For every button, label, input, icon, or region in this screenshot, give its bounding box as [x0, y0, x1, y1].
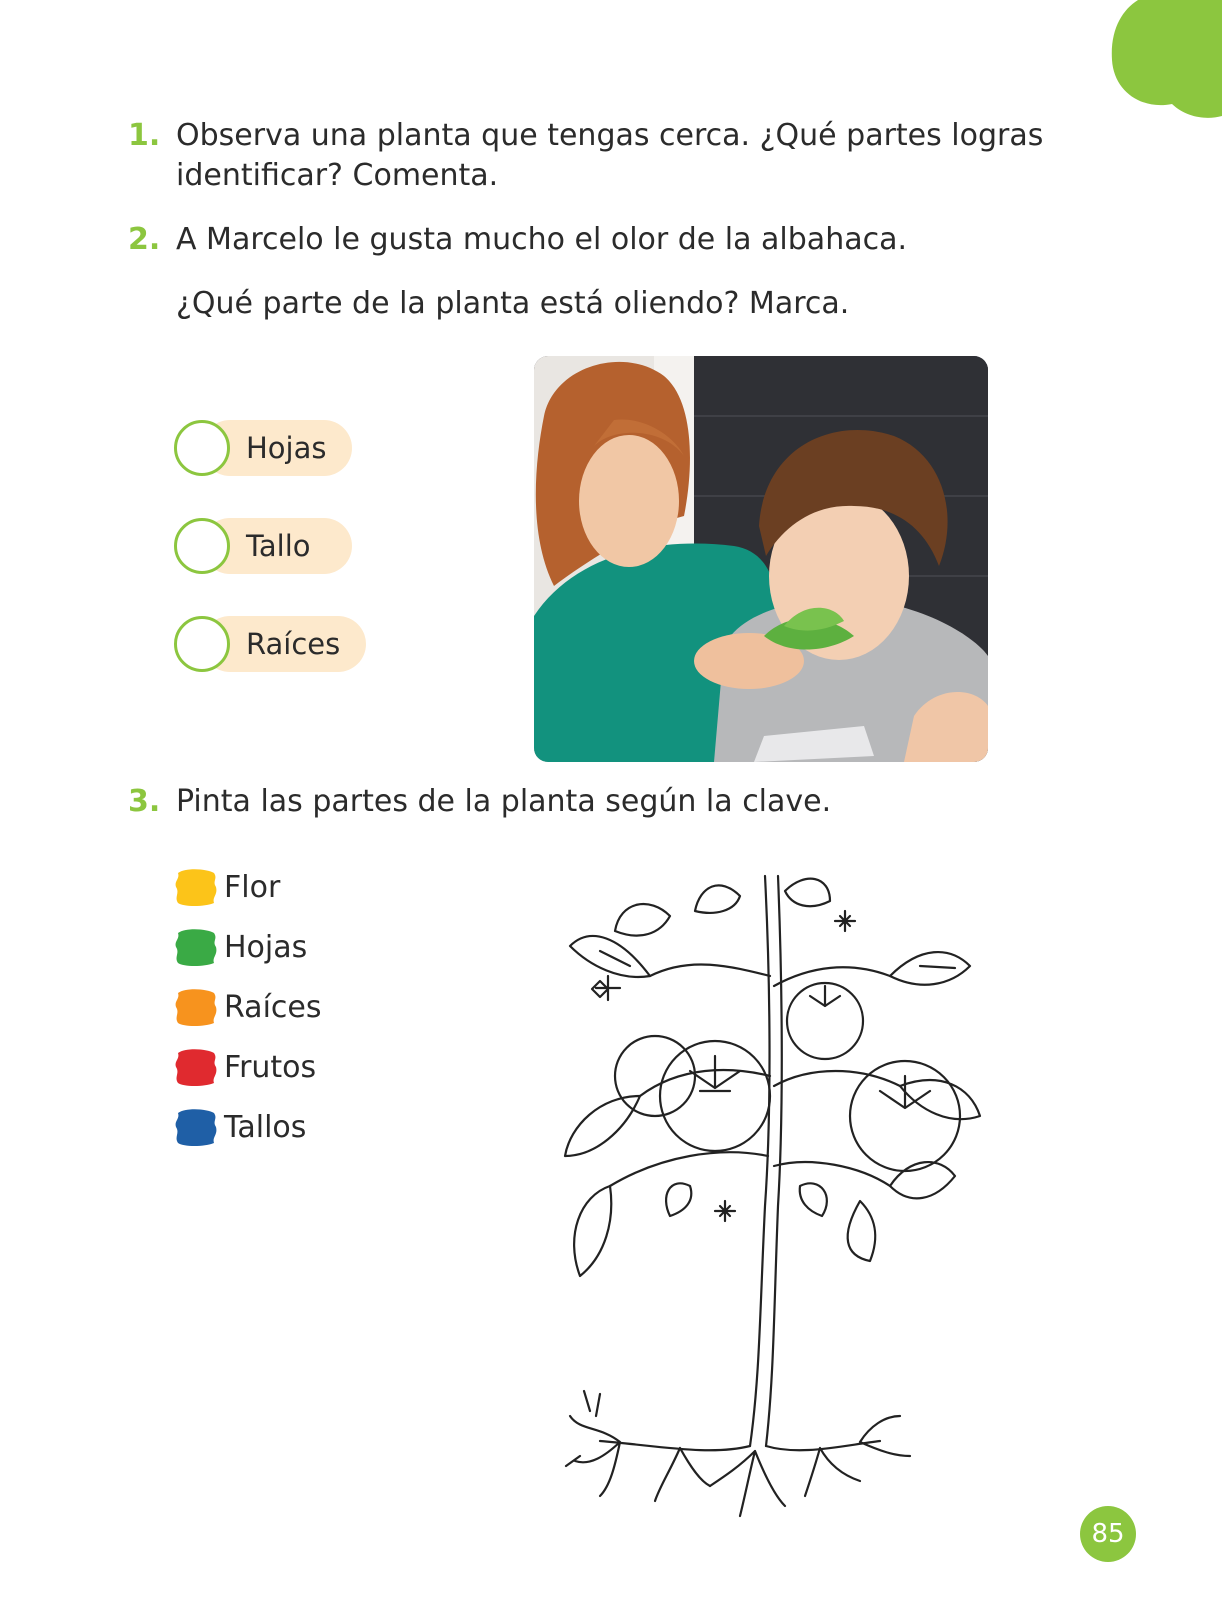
option-label: Raíces: [246, 627, 341, 661]
question-text: Pinta las partes de la planta según la clave.: [176, 784, 832, 819]
question-number: 1.: [128, 118, 161, 153]
key-item-raices: [174, 982, 322, 1032]
paint-swatch-icon: [174, 927, 218, 967]
key-item-frutos: [174, 1042, 316, 1092]
option-raices[interactable]: [174, 614, 340, 674]
question-text: [176, 116, 1043, 196]
checkbox-circle[interactable]: [174, 420, 230, 476]
question-number: 2.: [128, 222, 161, 257]
key-label: Hojas: [224, 929, 308, 965]
question-1: [128, 116, 1043, 196]
corner-decoration: [1082, 0, 1222, 120]
key-label: Flor: [224, 869, 281, 905]
key-label: Frutos: [224, 1049, 317, 1085]
photo-woman-boy-basil: [534, 356, 988, 762]
tomato-plant-drawing[interactable]: [560, 856, 1000, 1536]
option-label: Tallo: [246, 529, 311, 563]
key-label: Tallos: [224, 1109, 307, 1145]
question-3: [128, 782, 831, 822]
question-line: identificar? Comenta.: [176, 158, 499, 193]
key-item-tallos: [174, 1102, 306, 1152]
paint-swatch-icon: [174, 1047, 218, 1087]
key-item-flor: [174, 862, 280, 912]
checkbox-circle[interactable]: [174, 518, 230, 574]
paint-swatch-icon: [174, 1107, 218, 1147]
paint-swatch-icon: [174, 867, 218, 907]
option-tallo[interactable]: [174, 516, 311, 576]
page-number: 85: [1080, 1506, 1136, 1562]
paint-swatch-icon: [174, 987, 218, 1027]
question-line: Observa una planta que tengas cerca. ¿Qué partes logras: [176, 118, 1044, 153]
question-2: [128, 220, 907, 260]
option-label: Hojas: [246, 431, 327, 465]
option-hojas[interactable]: [174, 418, 327, 478]
question-2-instruction: ¿Qué parte de la planta está oliendo? Marca.: [176, 286, 850, 321]
key-label: Raíces: [224, 989, 322, 1025]
checkbox-circle[interactable]: [174, 616, 230, 672]
question-number: 3.: [128, 784, 161, 819]
key-item-hojas: [174, 922, 307, 972]
question-text: A Marcelo le gusta mucho el olor de la albahaca.: [176, 222, 908, 257]
